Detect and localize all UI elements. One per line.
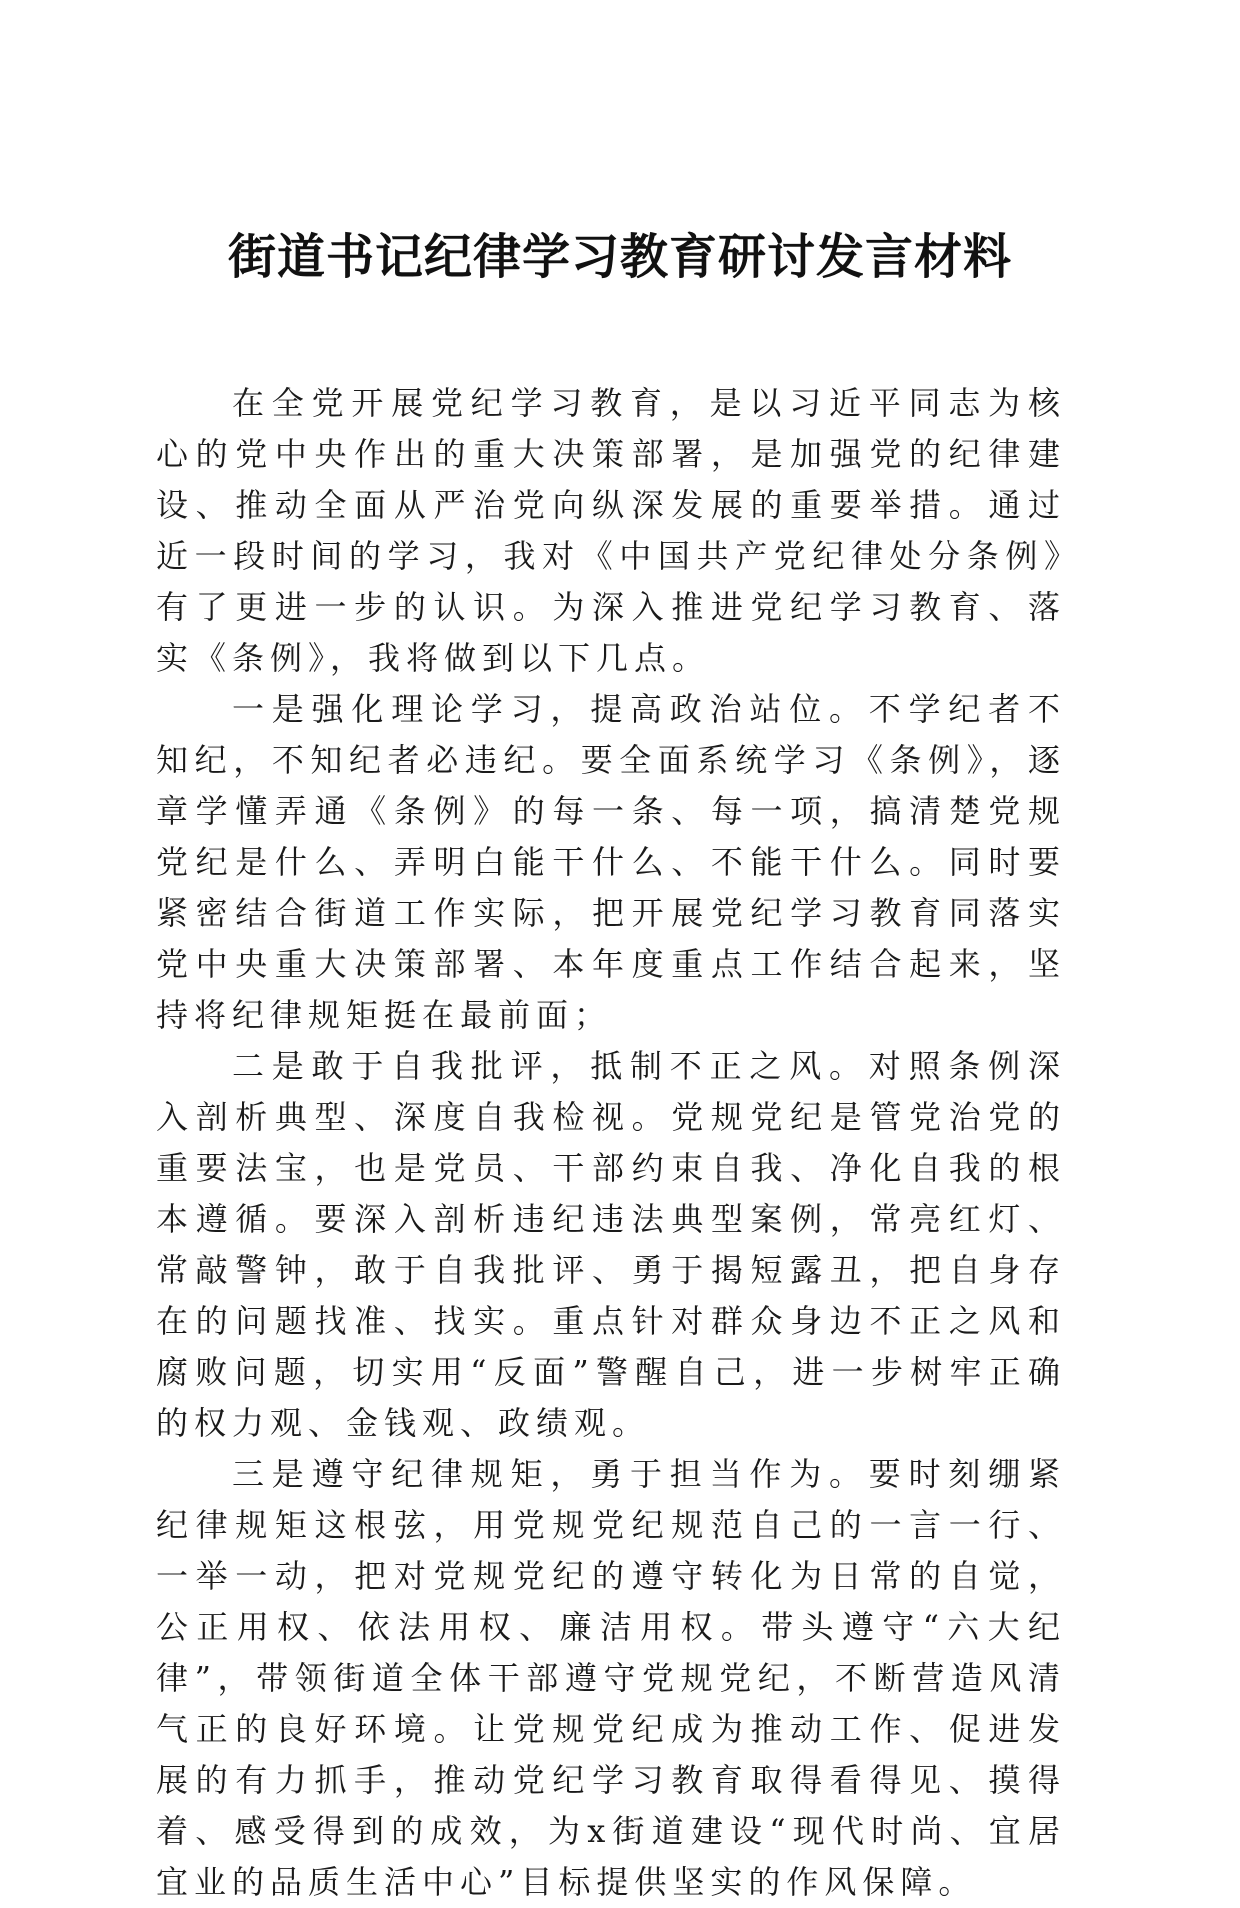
- paragraph-point-3: 三是遵守纪律规矩，勇于担当作为。要时刻绷紧纪律规矩这根弦，用党规党纪规范自己的一言一行、一举一动，把对党规党纪的遵守转化为日常的自觉，公正用权、依法用权、廉洁用权。带头遵守“六大纪律”，带领街道全体干部遵守党规党纪，不断营造风清气正的良好环境。让党规党纪成为推动工作、促进发展的有力抓手，推动党纪学习教育取得看得见、摸得着、感受得到的成效，为x街道建设“现代时尚、宜居宜业的品质生活中心”目标提供坚实的作风保障。: [156, 1455, 1066, 1901]
- paragraph-intro: 在全党开展党纪学习教育，是以习近平同志为核心的党中央作出的重大决策部署，是加强党的纪律建设、推动全面从严治党向纵深发展的重要举措。通过近一段时间的学习，我对《中国共产党纪律处分条例》有了更进一步的认识。为深入推进党纪学习教育、落实《条例》，我将做到以下几点。: [156, 384, 1066, 677]
- paragraph-point-1: 一是强化理论学习，提高政治站位。不学纪者不知纪，不知纪者必违纪。要全面系统学习《条例》，逐章学懂弄通《条例》的每一条、每一项，搞清楚党规党纪是什么、弄明白能干什么、不能干什么。同时要紧密结合街道工作实际，把开展党纪学习教育同落实党中央重大决策部署、本年度重点工作结合起来，坚持将纪律规矩挺在最前面；: [156, 690, 1066, 1034]
- document-body: [156, 378, 1066, 1908]
- document-title: 街道书记纪律学习教育研讨发言材料: [227, 229, 1012, 285]
- paragraph-point-2: 二是敢于自我批评，抵制不正之风。对照条例深入剖析典型、深度自我检视。党规党纪是管党治党的重要法宝，也是党员、干部约束自我、净化自我的根本遵循。要深入剖析违纪违法典型案例，常亮红灯、常敲警钟，敢于自我批评、勇于揭短露丑，把自身存在的问题找准、找实。重点针对群众身边不正之风和腐败问题，切实用“反面”警醒自己，进一步树牢正确的权力观、金钱观、政绩观。: [156, 1047, 1066, 1442]
